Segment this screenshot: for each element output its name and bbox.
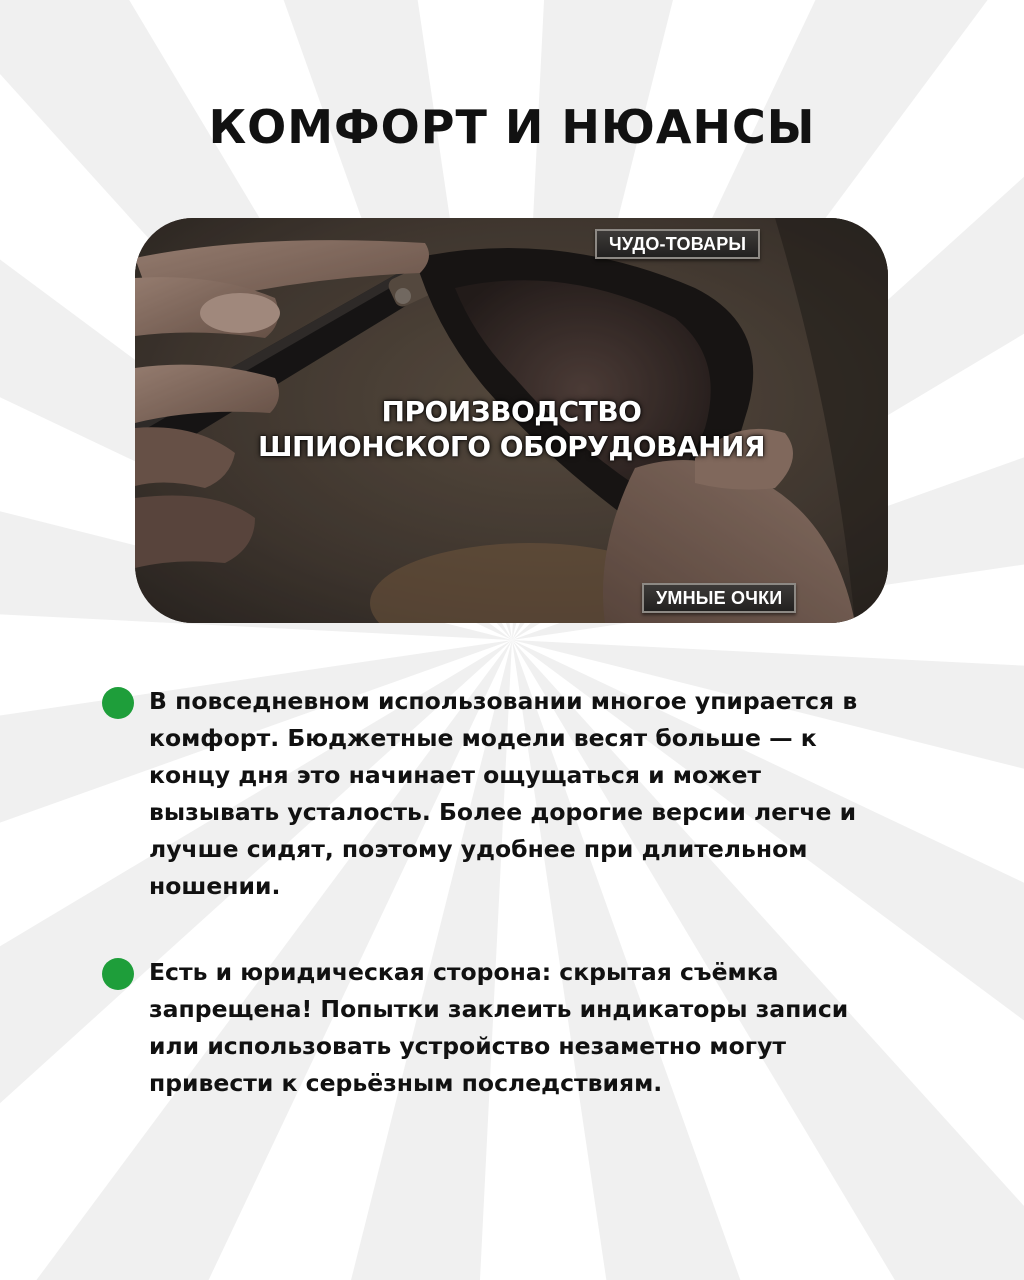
list-item (100, 954, 880, 1102)
page-title: КОМФОРТ И НЮАНСЫ (208, 100, 816, 154)
bullet-list (100, 683, 880, 1151)
category-tag: ЧУДО-ТОВАРЫ (595, 229, 760, 259)
video-overlay-title (135, 394, 888, 464)
list-item (100, 683, 880, 905)
overlay-line-2: ШПИОНСКОГО ОБОРУДОВАНИЯ (257, 430, 766, 463)
overlay-line-1: ПРОИЗВОДСТВО (381, 395, 642, 428)
video-frame (135, 218, 888, 623)
bullet-text-legal: Есть и юридическая сторона: скрытая съёмка запрещена! Попытки заклеить индикаторы записи или использовать устройство незаметно могут привести к серьёзным последствиям. (149, 958, 849, 1097)
green-bullet-icon (102, 687, 134, 719)
bullet-text-comfort: В повседневном использовании многое упирается в комфорт. Бюджетные модели весят больше — к концу дня это начинает ощущаться и может вызывать усталость. Более дорогие версии легче и лучше сидят, поэтому удобнее при длительном ношении. (149, 687, 858, 900)
topic-tag: УМНЫЕ ОЧКИ (642, 583, 796, 613)
green-bullet-icon (102, 958, 134, 990)
